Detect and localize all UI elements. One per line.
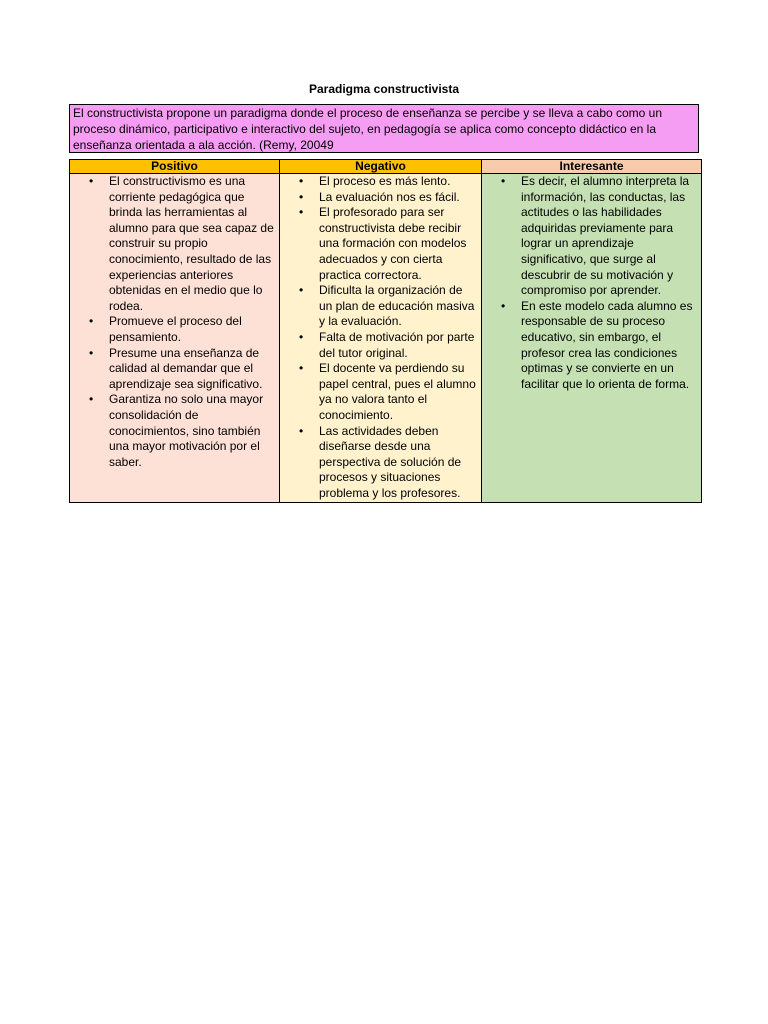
list-item: • Es decir, el alumno interpreta la información, las conductas, las actitudes o las habilidades adquiridas previamente para lograr un aprendizaje significativo, que surge al descubrir de su motivación y compromiso por aprender. (521, 174, 697, 299)
cell-positivo (70, 174, 280, 503)
list-item: • Las actividades deben diseñarse desde una perspectiva de solución de procesos y situaciones problema y los profesores. (319, 424, 477, 502)
list-item: • Presume una enseñanza de calidad al demandar que el aprendizaje sea significativo. (109, 346, 275, 393)
header-negativo: Negativo (280, 160, 482, 174)
list-item: • Garantiza no solo una mayor consolidación de conocimientos, sino también una mayor motivación por el saber. (109, 392, 275, 470)
cell-interesante (482, 174, 702, 503)
intro-box: El constructivista propone un paradigma donde el proceso de enseñanza se percibe y se lleva a cabo como un proceso dinámico, participativo e interactivo del sujeto, en pedagogía se aplica como concepto didáctico en la enseñanza orientada a ala acción. (Remy, 20049 (69, 104, 699, 153)
cell-negativo (280, 174, 482, 503)
list-item: • El profesorado para ser constructivista debe recibir una formación con modelos adecuados y con cierta practica correctora. (319, 205, 477, 283)
table-row (70, 174, 702, 503)
list-interesante (482, 174, 701, 392)
list-item: • En este modelo cada alumno es responsable de su proceso educativo, sin embargo, el profesor crea las condiciones optimas y se convierte en un facilitar que lo orienta de forma. (521, 299, 697, 393)
list-item: • El constructivismo es una corriente pedagógica que brinda las herramientas al alumno para que sea capaz de construir su propio conocimiento, resultado de las experiencias anteriores obtenidas en el medio que lo rodea. (109, 174, 275, 314)
list-item: • El docente va perdiendo su papel central, pues el alumno ya no valora tanto el conocimiento. (319, 361, 477, 423)
list-item: • Promueve el proceso del pensamiento. (109, 314, 275, 345)
header-positivo: Positivo (70, 160, 280, 174)
list-item: • Falta de motivación por parte del tutor original. (319, 330, 477, 361)
list-item: • La evaluación nos es fácil. (319, 190, 477, 206)
comparison-table (69, 159, 702, 503)
list-positivo (70, 174, 279, 470)
table-header-row (70, 160, 702, 174)
list-item: • Dificulta la organización de un plan de educación masiva y la evaluación. (319, 283, 477, 330)
header-interesante: Interesante (482, 160, 702, 174)
page-title: Paradigma constructivista (308, 82, 460, 96)
list-item: • El proceso es más lento. (319, 174, 477, 190)
list-negativo (280, 174, 481, 501)
